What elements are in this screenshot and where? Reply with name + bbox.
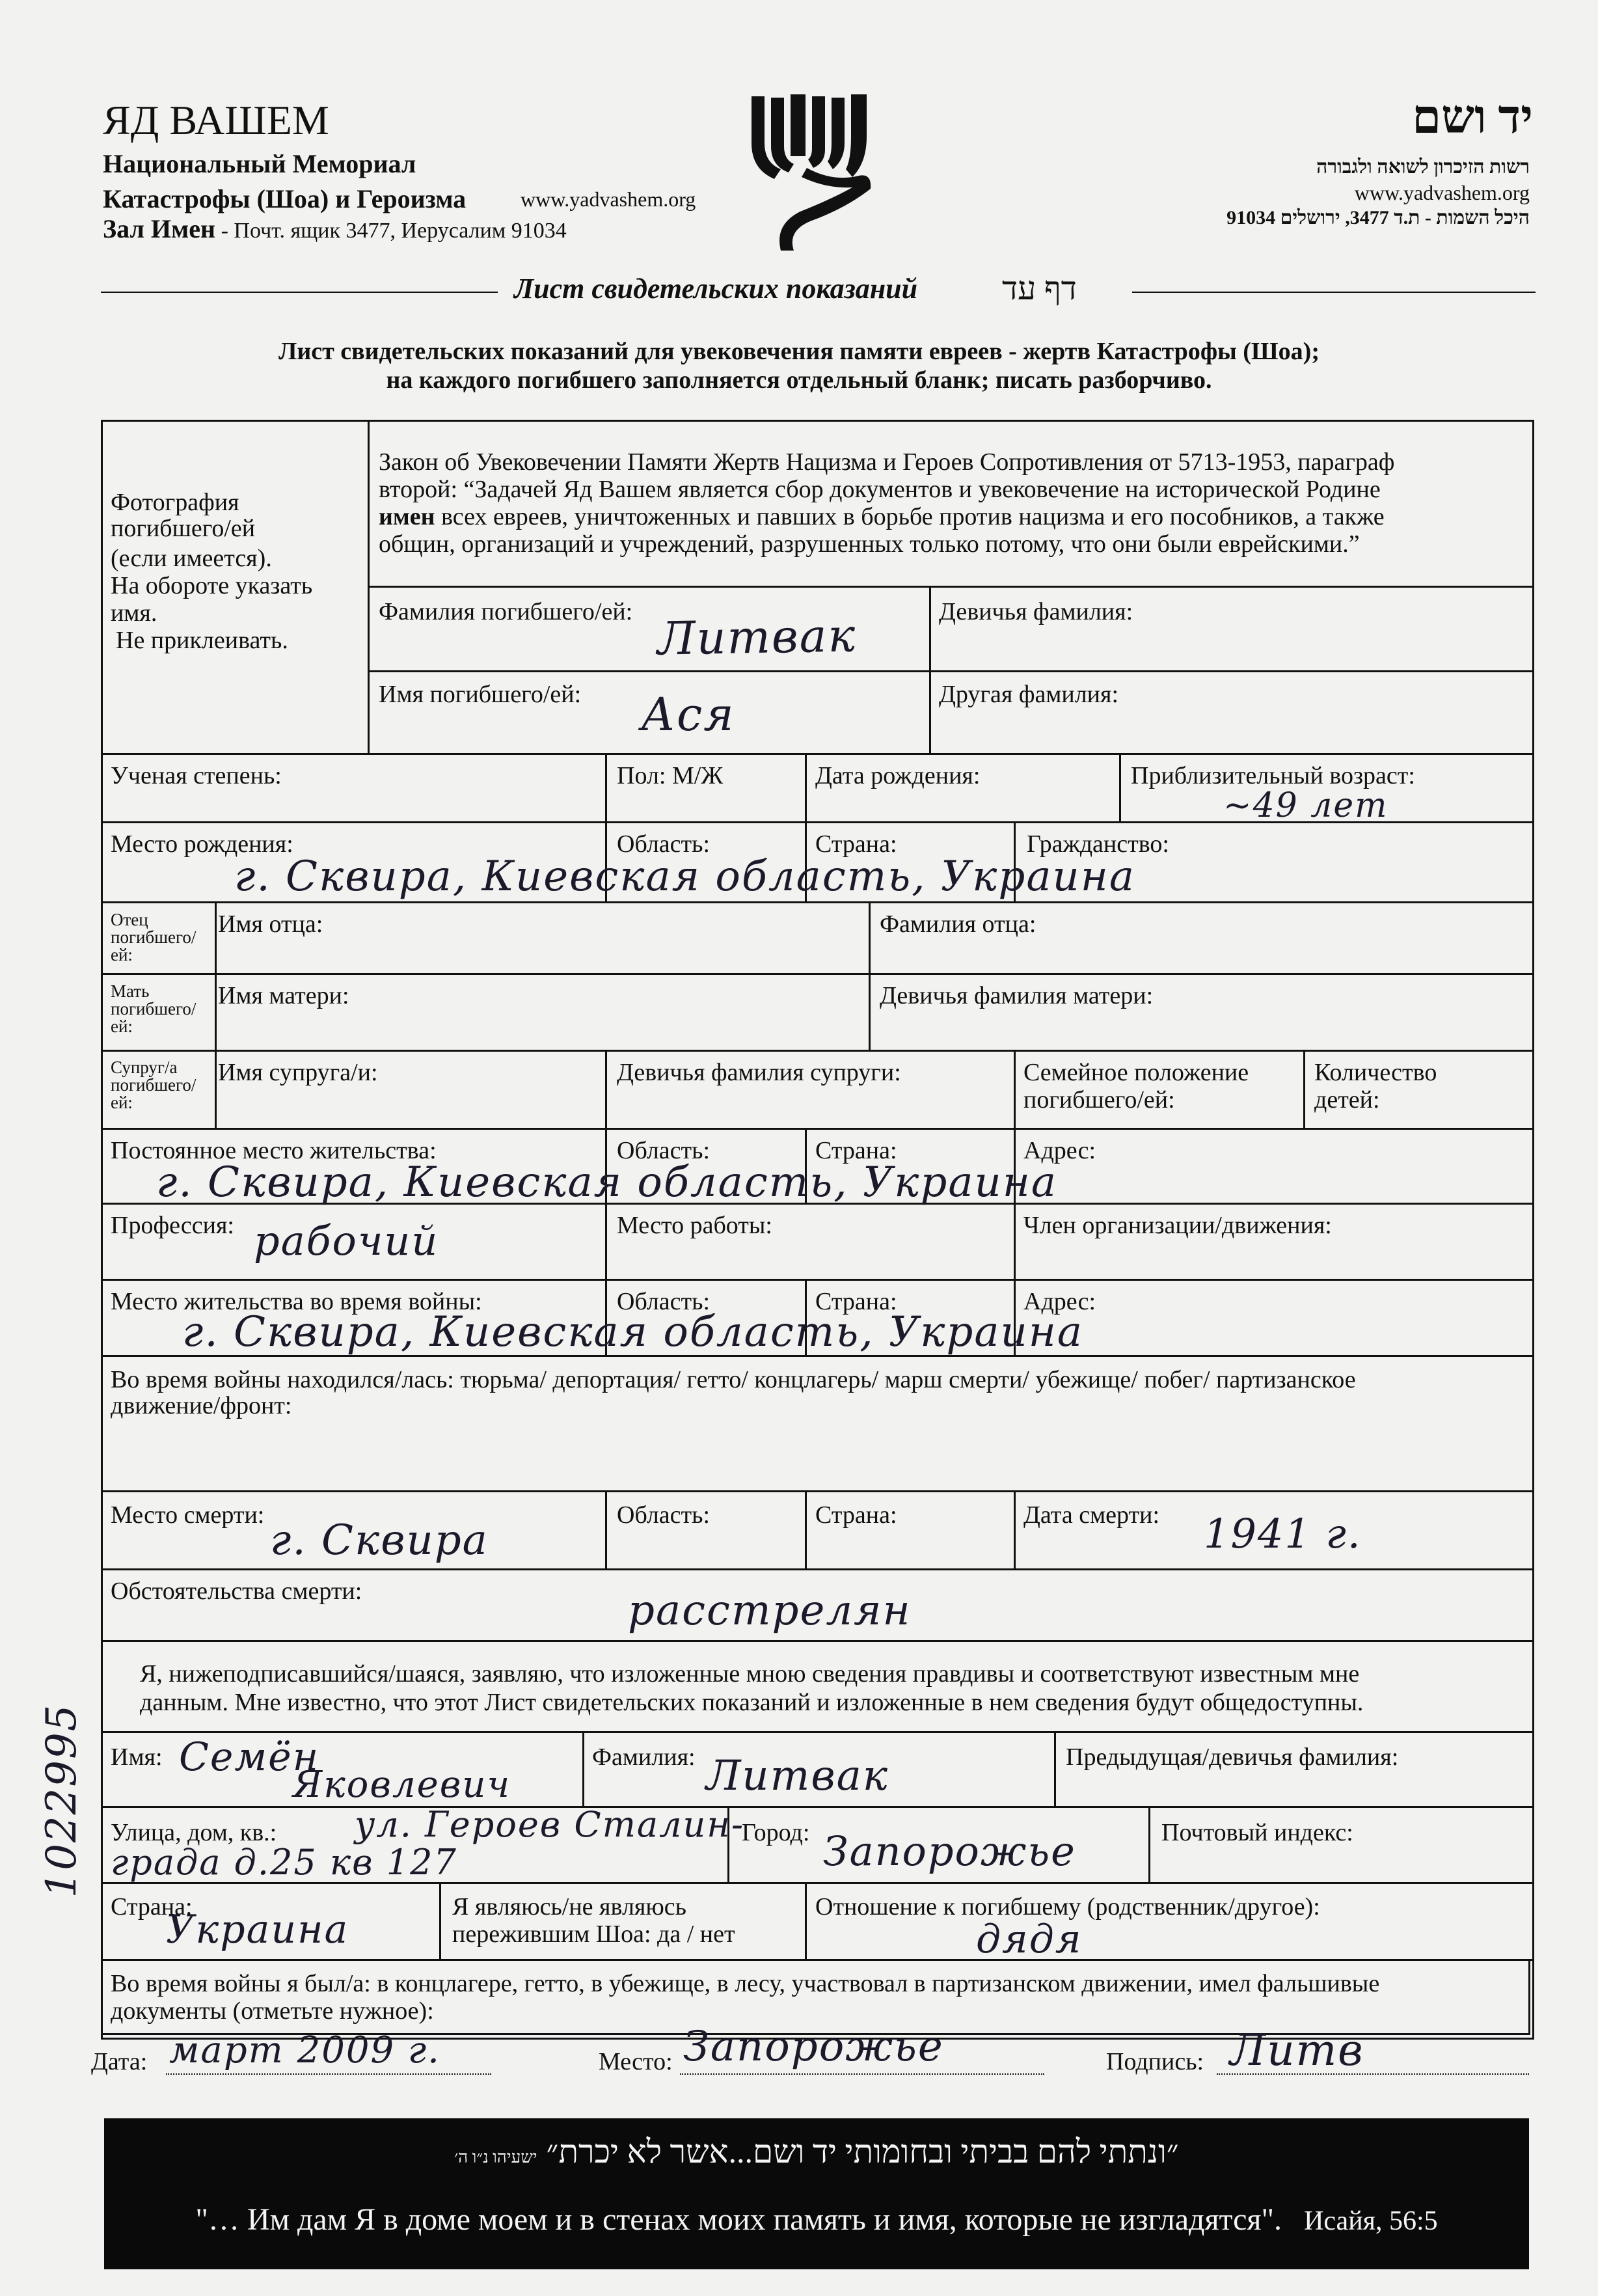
col-line (215, 901, 217, 1128)
form-title-ru: Лист свидетельских показаний (514, 273, 918, 305)
label-s-surname: Фамилия: (592, 1743, 696, 1771)
label-citizenship: Гражданство: (1027, 830, 1169, 858)
label-spouse-maiden: Девичья фамилия супруги: (617, 1059, 901, 1086)
label-s-survivor-1: Я являюсь/не являюсь (452, 1893, 686, 1920)
label-maiden: Девичья фамилия: (939, 598, 1133, 625)
row-line (101, 973, 1532, 975)
label-s-survivor-2: пережившим Шоа: да / нет (452, 1920, 735, 1948)
label-mother-maiden: Девичья фамилия матери: (880, 982, 1154, 1009)
label-marital-2: погибшего/ей: (1023, 1086, 1175, 1114)
mother-side-2: погибшего/ (111, 999, 196, 1018)
label-birth-date: Дата рождения: (815, 762, 981, 789)
mother-side-1: Мать (111, 981, 150, 1001)
photo-label-5: имя. (111, 599, 157, 627)
father-side-1: Отец (111, 910, 148, 929)
row-line (101, 1806, 1532, 1808)
label-sex: Пол: М/Ж (617, 762, 724, 789)
place-underline (680, 2073, 1044, 2075)
value-surname[interactable]: Литвак (657, 608, 857, 666)
label-marital-1: Семейное положение (1023, 1059, 1249, 1086)
hall-of-names-he: היכל השמות - ת.ד 3477, ירושלים 91034 (1226, 207, 1530, 228)
org-line2-ru: Катастрофы (Шоа) и Героизма (103, 184, 467, 213)
label-s-war-1: Во время войны я был/а: в концлагере, гетто, в убежище, в лесу, участвовал в партизанском движении, имел фальшивые (111, 1970, 1380, 1997)
col-line (869, 901, 871, 1050)
label-other-surname: Другая фамилия: (939, 681, 1119, 708)
col-line (605, 1203, 607, 1279)
label-war-address: Адрес: (1023, 1288, 1096, 1315)
label-birth-region: Область: (617, 830, 711, 858)
label-signature: Подпись: (1106, 2048, 1204, 2075)
law-line1: Закон об Увековечении Памяти Жертв Нацизма и Героев Сопротивления от 5713-1953, параграф (379, 448, 1395, 476)
col-line (605, 1050, 607, 1128)
quote-ru-line (104, 2202, 1529, 2237)
label-date: Дата: (91, 2048, 148, 2075)
spouse-side-2: погибшего/ (111, 1075, 196, 1095)
label-birth-place: Место рождения: (111, 830, 293, 858)
label-war-status-1: Во время войны находился/лась: тюрьма/ депортация/ гетто/ концлагерь/ марш смерти/ убежище/ побег/ партизанское (111, 1366, 1356, 1393)
col-line (582, 1731, 584, 1806)
label-s-war-2: документы (отметьте нужное): (111, 1997, 434, 2025)
value-s-city[interactable]: Запорожье (823, 1827, 1076, 1875)
col-line (439, 1882, 441, 1959)
label-s-city: Город: (742, 1819, 810, 1846)
row-line (368, 670, 1532, 672)
quote-he: ״ונתתי להם בביתי ובחומותי יד ושם...אשר לא יכרת״ (546, 2133, 1179, 2170)
row-line (101, 1279, 1532, 1281)
row-line (101, 1568, 1532, 1570)
spouse-side-3: ей: (111, 1093, 133, 1112)
label-degree: Ученая степень: (111, 762, 282, 789)
value-residence[interactable]: г. Сквира, Киевская область, Украина (156, 1158, 1057, 1207)
label-death-date: Дата смерти: (1023, 1501, 1160, 1529)
row-line (101, 1050, 1532, 1052)
label-place: Место: (599, 2048, 673, 2075)
row-line (101, 1640, 1532, 1642)
col-line (1014, 1490, 1016, 1568)
intro-line1: Лист свидетельских показаний для увековечения памяти евреев - жертв Катастрофы (Шоа); (278, 338, 1320, 365)
value-death-date[interactable]: 1941 г. (1204, 1510, 1362, 1557)
label-profession: Профессия: (111, 1212, 234, 1239)
label-father-name: Имя отца: (218, 910, 323, 938)
label-mother-name: Имя матери: (218, 982, 349, 1009)
quote-he-ref: ישעיהו נ״ו ה׳ (454, 2148, 537, 2166)
photo-label-1: Фотография (111, 489, 239, 516)
label-residence: Постоянное место жительства: (111, 1137, 437, 1164)
label-war-country: Страна: (815, 1288, 897, 1315)
row-line (101, 1731, 1532, 1733)
label-res-address: Адрес: (1023, 1137, 1096, 1164)
law-line2: второй: “Задачей Яд Вашем является сбор документов и увековечение на исторической Родине (379, 476, 1381, 503)
org-line1-ru: Национальный Мемориал (103, 149, 416, 178)
col-line (1303, 1050, 1305, 1128)
org-name-ru: ЯД ВАШЕМ (103, 97, 329, 143)
spouse-side-1: Супруг/а (111, 1058, 178, 1077)
label-death-place: Место смерти: (111, 1501, 265, 1529)
yad-vashem-logo (748, 91, 878, 260)
declaration-2: данным. Мне известно, что этот Лист свидетельских показаний и изложенные в нем сведения будут общедоступны. (140, 1689, 1364, 1716)
row-line (101, 1128, 1532, 1130)
label-res-country: Страна: (815, 1137, 897, 1164)
title-rule-right (1132, 292, 1536, 293)
value-s-name-1[interactable]: Семён (179, 1734, 320, 1780)
quote-he-line (104, 2133, 1529, 2170)
col-line (805, 1490, 807, 1568)
label-death-country: Страна: (815, 1501, 897, 1529)
col-line (1119, 753, 1121, 821)
col-line (1014, 1203, 1016, 1279)
label-s-street: Улица, дом, кв.: (111, 1819, 277, 1846)
archive-number: 1022995 (38, 1703, 86, 1898)
photo-label-6: Не приклеивать. (116, 627, 288, 654)
label-war-status-2: движение/фронт: (111, 1392, 292, 1419)
label-spouse-name: Имя супруга/и: (218, 1059, 378, 1086)
col-line (1054, 1731, 1056, 1806)
signature[interactable]: Литв (1230, 2025, 1364, 2075)
label-s-prev: Предыдущая/девичья фамилия: (1066, 1743, 1399, 1771)
value-death-circ[interactable]: расстрелян (628, 1587, 912, 1635)
label-first-name: Имя погибшего/ей: (379, 681, 582, 708)
label-death-region: Область: (617, 1501, 711, 1529)
law-names-bold: имен (379, 503, 435, 530)
law-line3 (379, 504, 1385, 530)
value-s-street-2[interactable]: града д.25 кв 127 (111, 1842, 457, 1883)
label-father-surname: Фамилия отца: (880, 910, 1036, 938)
label-member: Член организации/движения: (1023, 1212, 1332, 1239)
value-s-surname[interactable]: Литвак (706, 1752, 889, 1800)
value-approx-age[interactable]: ~49 лет (1223, 786, 1388, 825)
website-left: www.yadvashem.org (521, 187, 696, 211)
value-s-name-2[interactable]: Яковлевич (293, 1764, 511, 1806)
quote-ru: "… Им дам Я в доме моем и в стенах моих память и имя, которые не изгладятся". (195, 2202, 1282, 2237)
value-place[interactable]: Запорожье (683, 2023, 944, 2071)
value-date[interactable]: март 2009 г. (169, 2029, 440, 2071)
value-death-place[interactable]: г. Сквира (270, 1516, 489, 1565)
label-s-name: Имя: (111, 1743, 163, 1771)
father-side-2: погибшего/ (111, 927, 196, 947)
org-name-he: יד ושם (1412, 91, 1533, 143)
col-line (368, 420, 370, 753)
title-rule-left (101, 292, 498, 293)
col-line (1148, 1806, 1150, 1882)
quote-ru-ref: Исайя, 56:5 (1304, 2206, 1438, 2236)
row-line (101, 753, 1532, 755)
value-s-country[interactable]: Украина (166, 1907, 349, 1952)
label-workplace: Место работы: (617, 1212, 772, 1239)
col-line (805, 1882, 807, 1959)
col-line (1014, 1050, 1016, 1128)
value-s-street-1[interactable]: ул. Героев Сталин- (355, 1804, 745, 1845)
label-birth-country: Страна: (815, 830, 897, 858)
row-line (101, 1490, 1532, 1492)
hall-address: - Почт. ящик 3477, Иерусалим 91034 (215, 219, 567, 243)
row-line (368, 586, 1532, 588)
value-war-residence[interactable]: г. Сквира, Киевская область, Украина (182, 1308, 1083, 1356)
label-children-1: Количество (1314, 1059, 1437, 1086)
label-surname: Фамилия погибшего/ей: (379, 598, 633, 625)
intro-line2: на каждого погибшего заполняется отдельный бланк; писать разборчиво. (386, 366, 1212, 394)
value-birth-place[interactable]: г. Сквира, Киевская область, Украина (234, 853, 1135, 901)
label-res-region: Область: (617, 1137, 711, 1164)
form-title-he: דף עד (1002, 270, 1077, 307)
org-line1-he: רשות הזיכרון לשואה ולגבורה (1316, 156, 1530, 178)
label-s-country: Страна: (111, 1893, 193, 1920)
col-line (605, 1490, 607, 1568)
value-first-name[interactable]: Ася (641, 688, 735, 741)
hall-of-names-ru (103, 213, 567, 244)
label-s-zip: Почтовый индекс: (1161, 1819, 1353, 1846)
father-side-3: ей: (111, 945, 133, 964)
declaration-1: Я, нижеподписавшийся/шаяся, заявляю, что изложенные мною сведения правдивы и соответствуют известным мне (140, 1660, 1360, 1688)
row-line (101, 901, 1532, 903)
label-s-relation: Отношение к погибшему (родственник/другое): (815, 1893, 1320, 1920)
label-approx-age: Приблизительный возраст: (1131, 762, 1415, 789)
value-s-relation[interactable]: дядя (976, 1917, 1083, 1962)
law-line3-rest: всех евреев, уничтоженных и павших в борьбе против нацизма и его пособников, а также (435, 503, 1385, 530)
label-children-2: детей: (1314, 1086, 1380, 1114)
website-right: www.yadvashem.org (1354, 181, 1530, 204)
label-war-region: Область: (617, 1288, 711, 1315)
label-war-residence: Место жительства во время войны: (111, 1288, 482, 1315)
hall-label-bold: Зал Имен (103, 214, 216, 243)
label-death-circ: Обстоятельства смерти: (111, 1578, 362, 1605)
quote-banner (104, 2118, 1529, 2269)
value-profession[interactable]: рабочий (254, 1217, 439, 1264)
photo-label-4: На обороте указать (111, 572, 313, 599)
date-underline (166, 2073, 491, 2075)
photo-label-2: погибшего/ей (111, 515, 256, 542)
mother-side-3: ей: (111, 1017, 133, 1036)
col-line (929, 586, 931, 753)
law-line4: общин, организаций и учреждений, разрушенных только потому, что они были еврейскими.” (379, 530, 1360, 558)
photo-label-3: (если имеется). (111, 545, 272, 572)
